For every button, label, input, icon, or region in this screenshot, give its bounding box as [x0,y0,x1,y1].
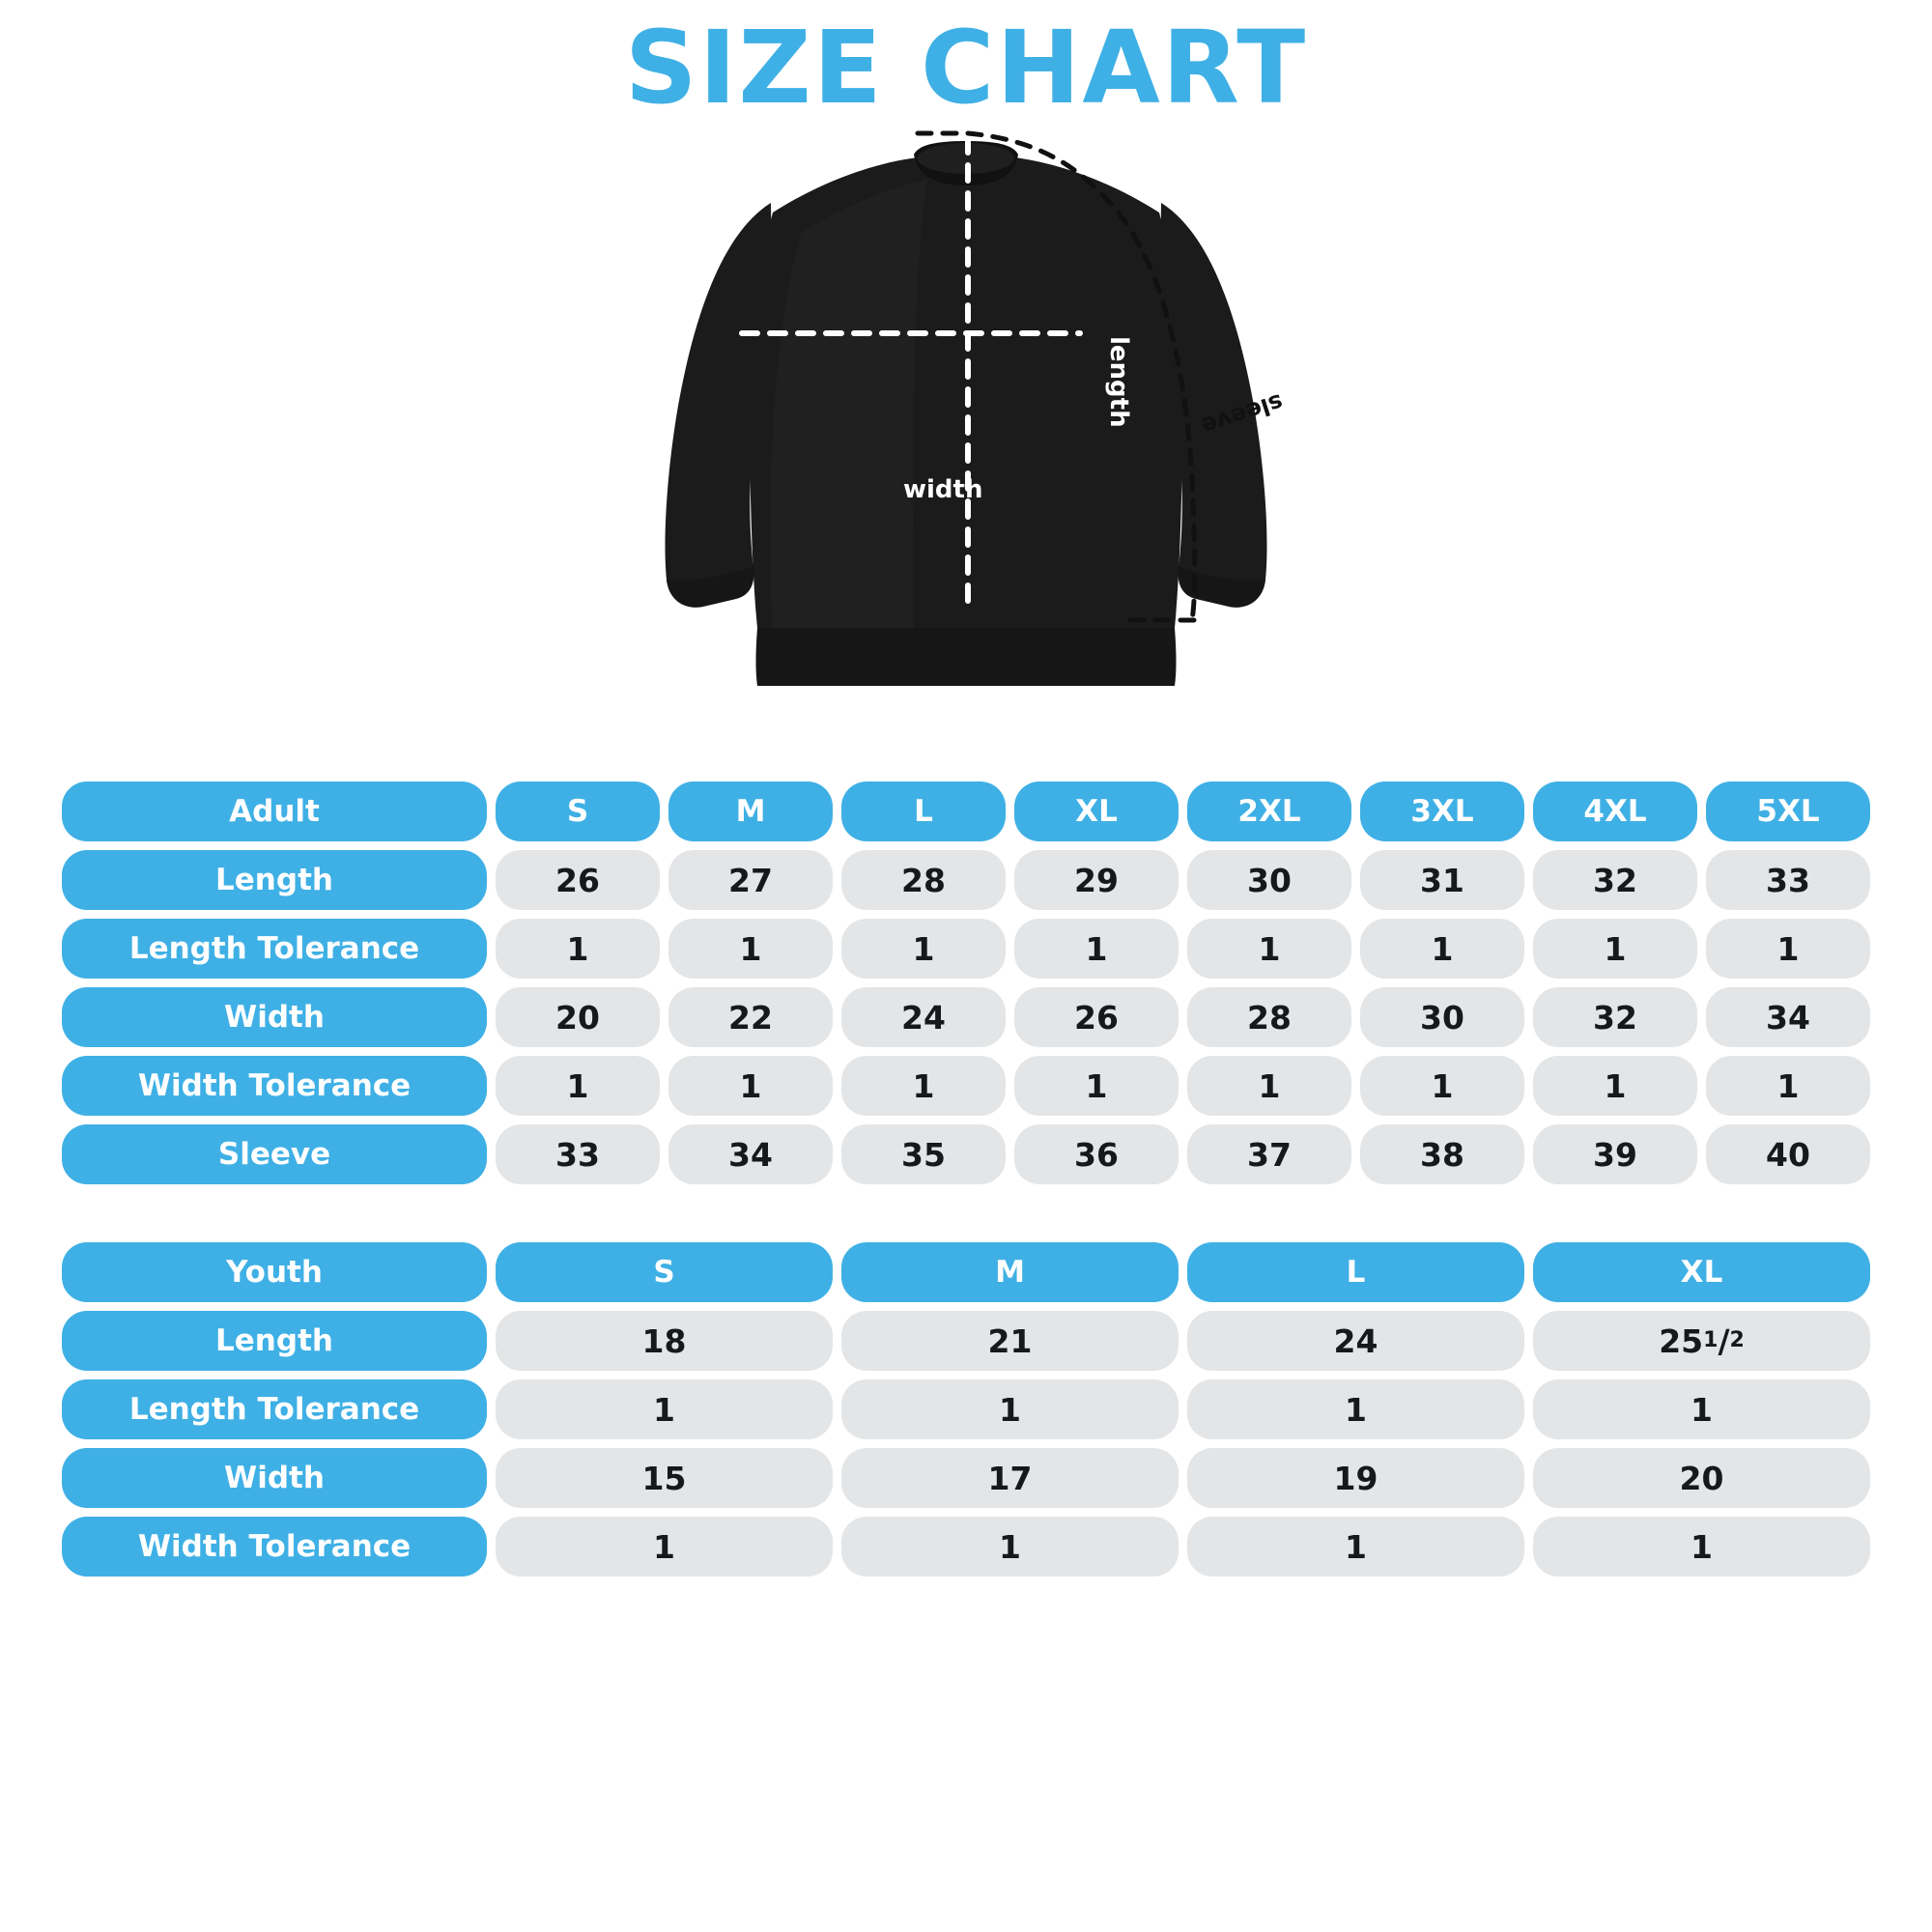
adult-width-xl: 26 [1014,987,1179,1047]
adult-sleeve-xl: 36 [1014,1124,1179,1184]
table-row [62,1379,1870,1439]
adult-length-tol-s: 1 [496,919,660,979]
length-dimension-label: length [1104,336,1133,428]
adult-width-tol-l: 1 [841,1056,1006,1116]
youth-row-label-width: Width [62,1448,487,1508]
youth-length-tol-l: 1 [1187,1379,1524,1439]
adult-length-tol-l: 1 [841,919,1006,979]
page-title: SIZE CHART [624,9,1308,127]
table-row [62,1517,1870,1577]
adult-width-4xl: 32 [1533,987,1697,1047]
table-row [62,1124,1870,1184]
adult-width-tol-3xl: 1 [1360,1056,1524,1116]
table-header-row [62,781,1870,841]
table-spacer [53,1193,1879,1234]
adult-length-l: 28 [841,850,1006,910]
adult-width-tol-4xl: 1 [1533,1056,1697,1116]
adult-width-tol-s: 1 [496,1056,660,1116]
adult-length-tol-xl: 1 [1014,919,1179,979]
adult-row-label-width: Width [62,987,487,1047]
adult-length-5xl: 33 [1706,850,1870,910]
adult-length-4xl: 32 [1533,850,1697,910]
adult-sleeve-s: 33 [496,1124,660,1184]
youth-size-header-l: L [1187,1242,1524,1302]
youth-length-tol-m: 1 [841,1379,1179,1439]
youth-size-header-s: S [496,1242,833,1302]
adult-length-tol-3xl: 1 [1360,919,1524,979]
adult-length-tol-5xl: 1 [1706,919,1870,979]
youth-row-label-length: Length [62,1311,487,1371]
adult-length-tol-m: 1 [668,919,833,979]
adult-row-label-length: Length [62,850,487,910]
adult-length-tol-2xl: 1 [1187,919,1351,979]
table-row [62,987,1870,1047]
youth-width-tol-l: 1 [1187,1517,1524,1577]
adult-corner-label: Adult [62,781,487,841]
table-row [62,919,1870,979]
youth-width-m: 17 [841,1448,1179,1508]
youth-width-l: 19 [1187,1448,1524,1508]
adult-width-s: 20 [496,987,660,1047]
youth-length-s: 18 [496,1311,833,1371]
adult-width-2xl: 28 [1187,987,1351,1047]
table-row [62,1056,1870,1116]
adult-width-tol-xl: 1 [1014,1056,1179,1116]
youth-size-header-m: M [841,1242,1179,1302]
adult-sleeve-2xl: 37 [1187,1124,1351,1184]
adult-length-tol-4xl: 1 [1533,919,1697,979]
adult-row-label-sleeve: Sleeve [62,1124,487,1184]
table-header-row [62,1242,1870,1302]
youth-row-label-width-tolerance: Width Tolerance [62,1517,487,1577]
table-row [62,850,1870,910]
sleeve-dimension-label: sleeve [1198,388,1287,440]
adult-sleeve-3xl: 38 [1360,1124,1524,1184]
adult-length-3xl: 31 [1360,850,1524,910]
adult-row-label-width-tolerance: Width Tolerance [62,1056,487,1116]
adult-width-tol-m: 1 [668,1056,833,1116]
adult-row-label-length-tolerance: Length Tolerance [62,919,487,979]
youth-length-xl: 25 1 / 2 [1533,1311,1870,1371]
youth-width-tol-xl: 1 [1533,1517,1870,1577]
adult-length-2xl: 30 [1187,850,1351,910]
adult-size-header-m: M [668,781,833,841]
adult-size-header-2xl: 2XL [1187,781,1351,841]
adult-sleeve-4xl: 39 [1533,1124,1697,1184]
table-row [62,1311,1870,1371]
adult-size-header-3xl: 3XL [1360,781,1524,841]
garment-illustration [53,126,1879,773]
youth-corner-label: Youth [62,1242,487,1302]
youth-size-table [53,1234,1879,1585]
youth-size-header-xl: XL [1533,1242,1870,1302]
adult-size-table [53,773,1879,1193]
adult-width-tol-2xl: 1 [1187,1056,1351,1116]
youth-length-tol-xl: 1 [1533,1379,1870,1439]
adult-size-header-s: S [496,781,660,841]
adult-width-tol-5xl: 1 [1706,1056,1870,1116]
adult-width-m: 22 [668,987,833,1047]
youth-width-tol-m: 1 [841,1517,1179,1577]
adult-width-l: 24 [841,987,1006,1047]
table-row [62,1448,1870,1508]
youth-width-tol-s: 1 [496,1517,833,1577]
adult-width-5xl: 34 [1706,987,1870,1047]
adult-sleeve-l: 35 [841,1124,1006,1184]
adult-size-header-4xl: 4XL [1533,781,1697,841]
youth-width-xl: 20 [1533,1448,1870,1508]
adult-length-m: 27 [668,850,833,910]
adult-length-xl: 29 [1014,850,1179,910]
width-dimension-label: width [903,475,983,504]
youth-row-label-length-tolerance: Length Tolerance [62,1379,487,1439]
sweatshirt-graphic [628,126,1304,763]
adult-sleeve-m: 34 [668,1124,833,1184]
youth-length-l: 24 [1187,1311,1524,1371]
adult-size-header-xl: XL [1014,781,1179,841]
adult-sleeve-5xl: 40 [1706,1124,1870,1184]
adult-size-header-l: L [841,781,1006,841]
youth-width-s: 15 [496,1448,833,1508]
adult-length-s: 26 [496,850,660,910]
adult-size-header-5xl: 5XL [1706,781,1870,841]
youth-length-tol-s: 1 [496,1379,833,1439]
youth-length-m: 21 [841,1311,1179,1371]
adult-width-3xl: 30 [1360,987,1524,1047]
